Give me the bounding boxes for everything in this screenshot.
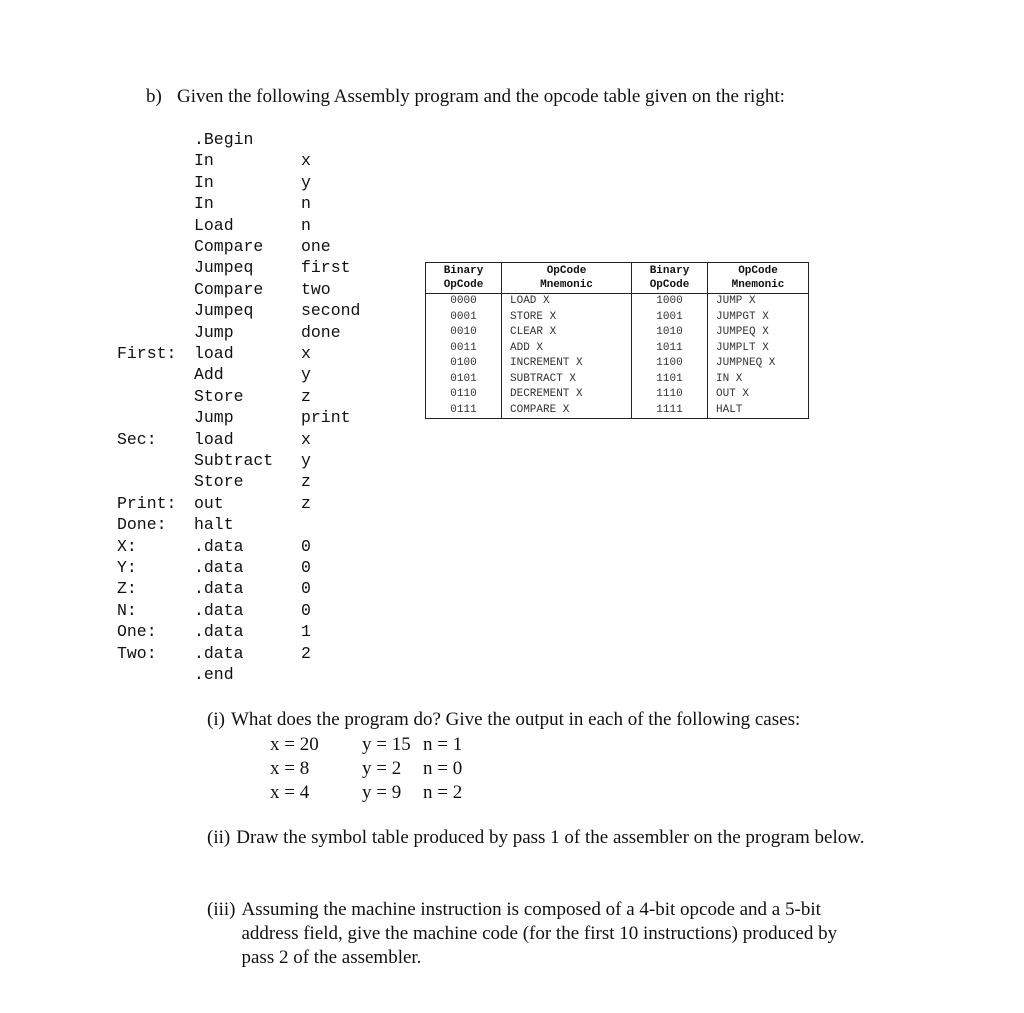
line-argument: print [301,408,351,428]
line-argument: x [301,151,311,171]
mnemonic-cell: DECREMENT X [502,387,632,403]
binary-opcode-cell: 1001 [632,310,708,326]
line-opcode: .data [194,579,244,599]
line-argument: 2 [301,643,311,663]
program-line [0,430,400,452]
line-argument: 0 [301,558,311,577]
line-argument: z [301,472,311,492]
line-label: One: [117,622,157,642]
case-n: n = 2 [423,782,463,803]
program-line [0,151,400,173]
line-argument: y [301,172,311,192]
sub-question-ii [207,826,867,850]
line-opcode: Jumpeq [194,258,254,278]
header-opcode-mnemonic-1: OpCode Mnemonic [502,263,632,294]
program-line [0,280,400,302]
line-label: Y: [117,558,137,577]
line-argument: y [301,451,311,470]
mnemonic-cell: ADD X [502,341,632,357]
mnemonic-cell: OUT X [708,387,809,403]
program-line [0,237,400,259]
header-binary-opcode-1: Binary OpCode [426,263,502,294]
line-opcode: In [194,194,214,214]
question-label: b) [146,86,162,107]
mnemonic-cell: HALT [708,403,809,419]
line-argument: second [301,301,361,321]
mnemonic-cell: STORE X [502,310,632,326]
case-x: x = 4 [270,782,310,803]
mnemonic-cell: JUMPNEQ X [708,356,809,372]
line-argument: two [301,279,331,299]
program-line [0,622,400,644]
sub-question-i-text: What does the program do? Give the output in each of the following cases: [230,709,801,730]
case-x: x = 8 [270,758,310,779]
line-opcode: Jump [194,408,234,428]
case-y: y = 2 [362,758,402,779]
mnemonic-cell: JUMPGT X [708,310,809,326]
line-opcode: .data [194,536,244,556]
sub-question-ii-text: Draw the symbol table produced by pass 1 of the assembler on the program below. [236,827,865,848]
binary-opcode-cell: 0100 [426,356,502,372]
program-line [0,515,400,537]
mnemonic-cell: LOAD X [502,294,632,310]
line-argument: x [301,344,311,363]
line-argument: z [301,386,311,406]
header-opcode-mnemonic-2: OpCode Mnemonic [708,263,809,294]
case-y: y = 9 [362,782,402,803]
program-line [0,451,400,473]
opcode-table-row [426,356,809,372]
line-opcode: Add [194,365,224,385]
sub-question-iii [207,898,867,970]
binary-opcode-cell: 1000 [632,294,708,310]
opcode-table-row [426,294,809,310]
mnemonic-cell: IN X [708,372,809,388]
sub-question-i-number: (i) [207,709,225,730]
opcode-table-row [426,403,809,419]
line-opcode: load [194,344,234,363]
line-label: Two: [117,643,157,663]
line-opcode: In [194,172,214,192]
line-opcode: .Begin [194,130,254,149]
opcode-table-row [426,325,809,341]
line-opcode: Store [194,386,244,406]
binary-opcode-cell: 0000 [426,294,502,310]
line-argument: y [301,365,311,385]
binary-opcode-cell: 1111 [632,403,708,419]
line-argument: one [301,237,331,256]
opcode-table-row [426,387,809,403]
line-argument: n [301,194,311,214]
program-line [0,494,400,516]
line-argument: 1 [301,622,311,642]
opcode-table-row [426,372,809,388]
line-label: Done: [117,515,167,535]
opcode-table [425,262,809,419]
program-line [0,537,400,559]
line-opcode: Store [194,472,244,492]
case-n: n = 0 [423,758,463,779]
mnemonic-cell: JUMPEQ X [708,325,809,341]
program-line [0,194,400,216]
line-opcode: load [194,429,234,449]
program-line [0,644,400,666]
line-opcode: .data [194,643,244,663]
binary-opcode-cell: 1011 [632,341,708,357]
mnemonic-cell: CLEAR X [502,325,632,341]
line-label: Sec: [117,429,157,449]
program-line [0,579,400,601]
opcode-table-row [426,341,809,357]
line-label: X: [117,536,137,556]
line-argument: 0 [301,600,311,620]
case-x: x = 20 [270,734,319,755]
binary-opcode-cell: 0010 [426,325,502,341]
binary-opcode-cell: 1010 [632,325,708,341]
sub-question-i [207,708,800,732]
binary-opcode-cell: 1110 [632,387,708,403]
line-opcode: Subtract [194,451,274,470]
program-line [0,173,400,195]
line-opcode: halt [194,515,234,535]
line-opcode: Compare [194,279,264,299]
line-label: First: [117,344,177,363]
line-opcode: .data [194,600,244,620]
program-line [0,665,400,687]
program-line [0,558,400,580]
case-y: y = 15 [362,734,411,755]
opcode-table-row [426,310,809,326]
line-opcode: .data [194,622,244,642]
program-line [0,601,400,623]
line-argument: first [301,258,351,278]
program-line [0,344,400,366]
program-line [0,130,400,152]
line-argument: x [301,429,311,449]
line-label: Print: [117,493,177,513]
line-opcode: out [194,493,224,513]
case-n: n = 1 [423,734,463,755]
mnemonic-cell: INCREMENT X [502,356,632,372]
program-line [0,408,400,430]
opcode-table-body [426,294,809,419]
header-binary-opcode-2: Binary OpCode [632,263,708,294]
mnemonic-cell: JUMPLT X [708,341,809,357]
question-text: Given the following Assembly program and the opcode table given on the right: [177,86,785,107]
line-label: Z: [117,579,137,599]
sub-question-iii-text: Assuming the machine instruction is composed of a 4-bit opcode and a 5-bit address field, give the machine code (for the first 10 instructions) produced by pass 2 of the assembler. [241,899,838,968]
mnemonic-cell: SUBTRACT X [502,372,632,388]
program-line [0,216,400,238]
program-line [0,258,400,280]
program-line [0,301,400,323]
mnemonic-cell: COMPARE X [502,403,632,419]
line-argument: 0 [301,579,311,599]
binary-opcode-cell: 0011 [426,341,502,357]
line-argument: 0 [301,536,311,556]
opcode-table-header-row [426,263,809,294]
program-line [0,472,400,494]
line-label: N: [117,600,137,620]
sub-question-iii-number: (iii) [207,899,236,920]
binary-opcode-cell: 0001 [426,310,502,326]
binary-opcode-cell: 1101 [632,372,708,388]
line-opcode: .end [194,665,234,684]
sub-question-ii-number: (ii) [207,827,231,848]
mnemonic-cell: JUMP X [708,294,809,310]
line-opcode: Load [194,215,234,235]
question-heading [146,86,785,108]
line-opcode: .data [194,558,244,577]
binary-opcode-cell: 0110 [426,387,502,403]
binary-opcode-cell: 1100 [632,356,708,372]
line-argument: n [301,215,311,235]
line-argument: z [301,493,311,513]
line-opcode: Compare [194,237,264,256]
line-opcode: In [194,151,214,171]
program-line [0,323,400,345]
line-opcode: Jump [194,322,234,342]
line-argument: done [301,322,341,342]
binary-opcode-cell: 0101 [426,372,502,388]
line-opcode: Jumpeq [194,301,254,321]
program-line [0,387,400,409]
binary-opcode-cell: 0111 [426,403,502,419]
program-line [0,365,400,387]
